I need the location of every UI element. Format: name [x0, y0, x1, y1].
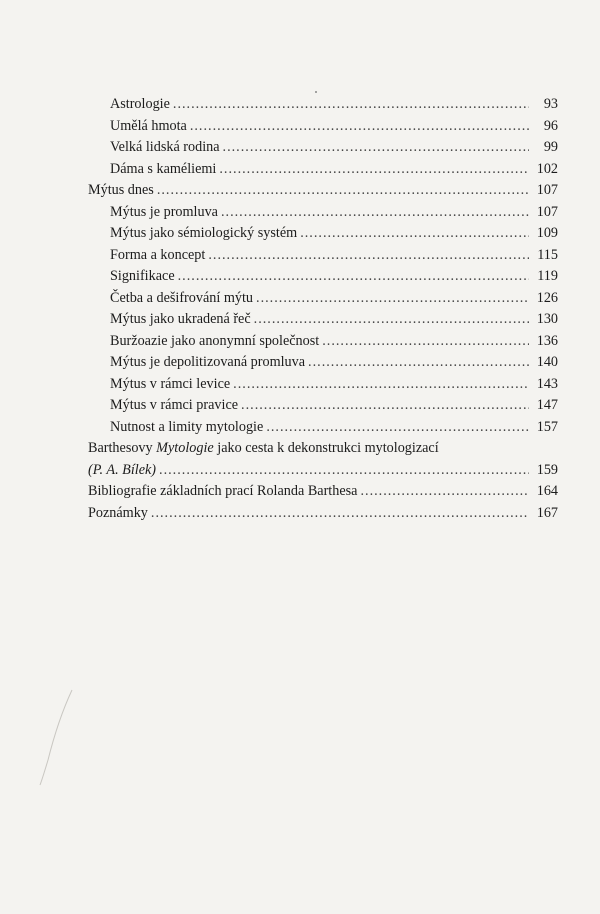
- toc-entry: [88, 94, 558, 116]
- toc-entry: [88, 481, 558, 503]
- toc-entry-page: 115: [537, 246, 558, 263]
- dot-leader: [322, 331, 529, 353]
- toc-entry-page: 147: [536, 397, 558, 413]
- toc-entry: [88, 395, 558, 417]
- toc-entry-page: 99: [543, 139, 558, 155]
- dot-leader: [300, 223, 529, 245]
- toc-entry-title: Velká lidská rodina: [110, 139, 220, 155]
- toc-entry: [88, 352, 558, 374]
- dot-leader: [157, 180, 529, 202]
- toc-entry-title: [88, 438, 439, 460]
- toc-entry: [88, 503, 558, 525]
- toc-entry: [88, 288, 558, 310]
- toc-entry-title: Umělá hmota: [110, 117, 187, 134]
- toc-entry: [88, 266, 558, 288]
- title-suffix: jako cesta k dekonstrukci mytologizací: [213, 440, 439, 456]
- toc-entry-page: 136: [536, 332, 558, 349]
- toc-entry-page: 109: [536, 225, 558, 241]
- toc-entry-title: Mýtus v rámci pravice: [110, 397, 239, 413]
- toc-entry-title: Forma a koncept: [110, 246, 206, 263]
- title-prefix: Barthesovy: [88, 440, 157, 456]
- table-of-contents: [88, 94, 558, 524]
- toc-entry-title: Nutnost a limity mytologie: [110, 418, 264, 435]
- toc-entry: [88, 245, 558, 267]
- dot-leader: [178, 266, 529, 288]
- dot-leader: [233, 374, 529, 396]
- toc-entry-page: 159: [536, 461, 558, 478]
- toc-entry-page: 107: [536, 182, 558, 198]
- dot-leader: [208, 245, 529, 267]
- toc-entry-page: 93: [543, 96, 558, 112]
- toc-entry-title: Četba a dešifrování mýtu: [110, 289, 254, 306]
- toc-entry-title: Poznámky: [88, 504, 148, 521]
- toc-entry: [88, 159, 558, 181]
- dot-leader: [223, 137, 529, 159]
- dot-leader: [241, 395, 529, 417]
- toc-entry: [88, 116, 558, 138]
- toc-entry-author: (P. A. Bílek): [88, 461, 157, 478]
- toc-entry-title: Mýtus jako ukradená řeč: [110, 311, 251, 327]
- dot-leader: [221, 202, 529, 224]
- toc-entry: [88, 374, 558, 396]
- dot-leader: [159, 460, 529, 482]
- toc-entry-page: 107: [536, 203, 558, 220]
- dot-leader: [360, 481, 529, 503]
- toc-entry-title: Mýtus jako sémiologický systém: [110, 225, 298, 241]
- toc-entry-page: 157: [536, 418, 558, 435]
- toc-entry: [88, 137, 558, 159]
- toc-entry-page: 167: [536, 504, 558, 521]
- dot-leader: [254, 309, 529, 331]
- toc-entry: [88, 202, 558, 224]
- toc-entry: [88, 331, 558, 353]
- toc-entry-title: Mýtus je depolitizovaná promluva: [110, 354, 306, 370]
- toc-entry-title: Bibliografie základních prací Rolanda Barthesa: [88, 483, 358, 499]
- toc-entry-title: Signifikace: [110, 268, 175, 284]
- toc-entry-page: 140: [536, 354, 558, 370]
- dot-leader: [173, 94, 529, 116]
- toc-entry-page: 143: [536, 375, 558, 392]
- toc-entry-page: 130: [536, 311, 558, 327]
- toc-entry-title: Dáma s kaméliemi: [110, 160, 217, 177]
- toc-entry: [88, 223, 558, 245]
- dot-leader: [308, 352, 529, 374]
- title-italic-book: Mytologie: [156, 440, 214, 456]
- dot-leader: [219, 159, 529, 181]
- toc-entry: [88, 180, 558, 202]
- toc-entry-barthes-line2: [88, 460, 558, 482]
- dot-leader: [151, 503, 529, 525]
- toc-entry-title: Mýtus v rámci levice: [110, 375, 231, 392]
- toc-entry-title: Mýtus je promluva: [110, 203, 218, 220]
- toc-entry-page: 96: [543, 117, 558, 134]
- dot-leader: [256, 288, 529, 310]
- toc-entry-barthes-line1: [88, 438, 558, 460]
- toc-entry-page: 164: [536, 483, 558, 499]
- toc-entry: [88, 309, 558, 331]
- toc-entry: [88, 417, 558, 439]
- toc-entry-title: Mýtus dnes: [88, 182, 154, 198]
- toc-entry-page: 126: [536, 289, 558, 306]
- dot-leader: [190, 116, 529, 138]
- dot-leader: [266, 417, 529, 439]
- toc-entry-page: 119: [537, 268, 558, 284]
- toc-entry-title: Astrologie: [110, 96, 170, 112]
- toc-entry-title: Buržoazie jako anonymní společnost: [110, 332, 320, 349]
- toc-entry-page: 102: [536, 160, 558, 177]
